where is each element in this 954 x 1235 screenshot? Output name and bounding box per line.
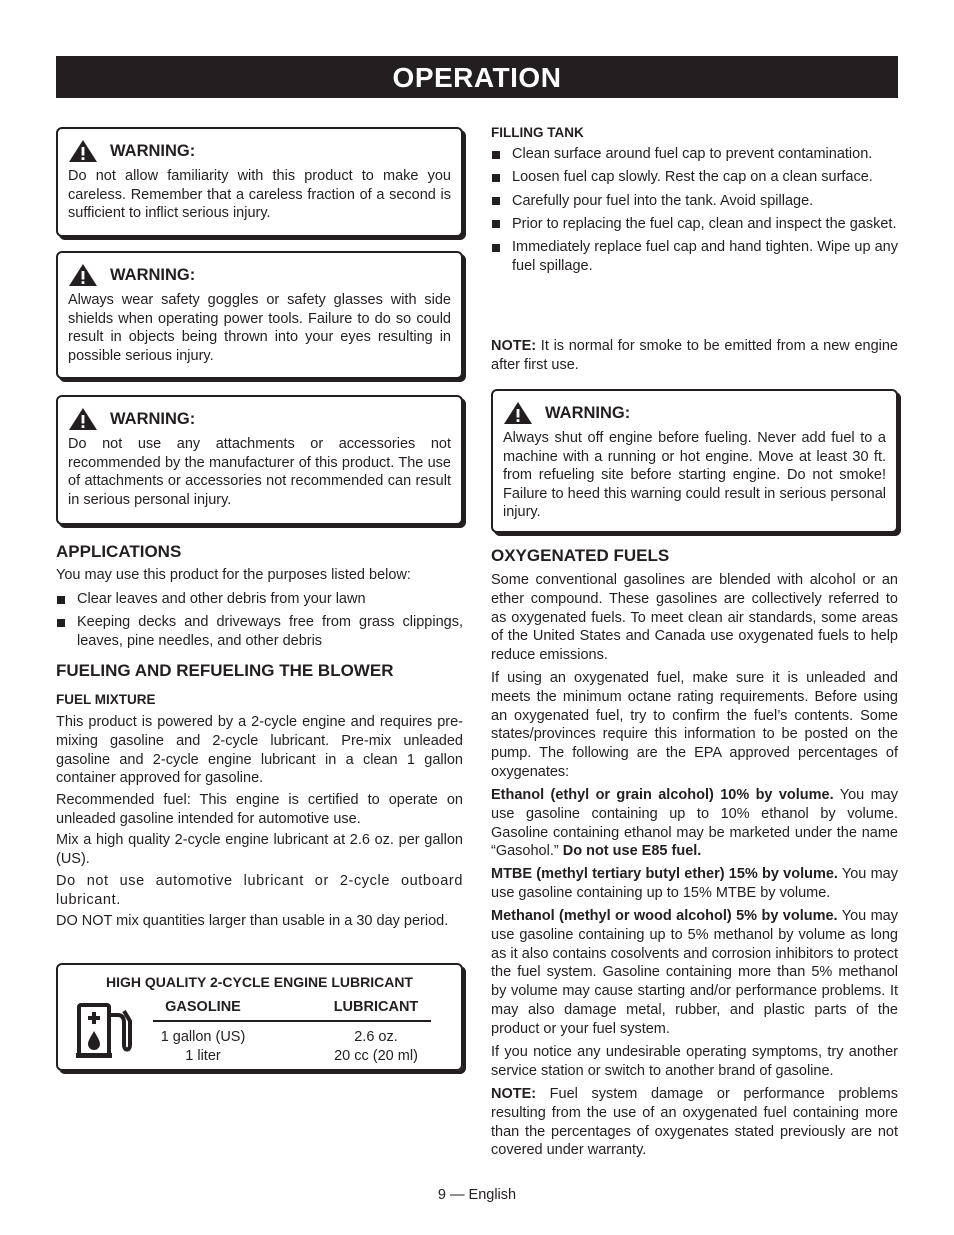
mtbe-paragraph [491, 865, 898, 903]
ethanol-warning: Do not use E85 fuel. [562, 843, 702, 860]
mtbe-heading: MTBE (methyl tertiary butyl ether) 15% by volume. [491, 866, 838, 882]
list-item: Clean surface around fuel cap to prevent contamination. [491, 145, 898, 164]
fuel-paragraph: DO NOT mix quantities larger than usable in a 30 day period. [56, 913, 449, 929]
lubricant-table-box [56, 963, 463, 1071]
applications-list [56, 590, 463, 655]
fuel-pump-icon [76, 1001, 134, 1059]
table-cell: 1 liter [185, 1048, 221, 1064]
column-header-gasoline: GASOLINE [165, 999, 241, 1015]
oxygenated-note [491, 1085, 898, 1160]
fuel-paragraph: Mix a high quality 2-cycle engine lubricant at 2.6 oz. per gallon (US). [56, 832, 463, 867]
ethanol-heading: Ethanol (ethyl or grain alcohol) 10% by volume. [491, 787, 834, 803]
applications-heading: APPLICATIONS [56, 542, 182, 561]
warning-text: Always wear safety goggles or safety glasses with side shields when operating power tools. Failure to do so could result in objects being thrown into your eyes resulting in possible serious injury. [68, 292, 451, 364]
table-cell: 20 cc (20 ml) [334, 1048, 418, 1064]
fuel-paragraph: Do not use automotive lubricant or 2-cycle outboard lubricant. [56, 873, 463, 908]
list-item: Keeping decks and driveways free from grass clippings, leaves, pine needles, and other debris [56, 613, 463, 651]
warning-triangle-icon [68, 139, 98, 163]
warning-triangle-icon [68, 407, 98, 431]
page-number: 9 — English [437, 1187, 517, 1203]
filling-note [491, 337, 898, 375]
warning-title: WARNING: [545, 403, 631, 422]
warning-box-2 [56, 251, 463, 379]
warning-triangle-icon [503, 401, 533, 425]
oxygenated-fuels-heading: OXYGENATED FUELS [491, 546, 670, 565]
table-cell: 1 gallon (US) [160, 1029, 246, 1045]
fueling-heading: FUELING AND REFUELING THE BLOWER [56, 661, 394, 680]
fuel-paragraph: This product is powered by a 2-cycle engine and requires pre-mixing gasoline and 2-cycle lubricant. Pre-mix unleaded gasoline and 2-cycle engine lubricant in a clean 1 gallon container approved for gasoline. [56, 714, 463, 787]
warning-title: WARNING: [110, 265, 196, 284]
methanol-text: You may use gasoline containing up to 5% methanol by volume as long as it also contains cosolvents and corrosion inhibitors to protect the fuel system. Gasoline containing more than 5% methanol by volume may cause starting and/or performance problems. It may also damage metal, rubber, and plastic parts of the product or your fuel system. [491, 908, 898, 1037]
table-row [153, 1047, 431, 1066]
column-header-lubricant: LUBRICANT [333, 999, 419, 1015]
oxygenated-paragraph: If you notice any undesirable operating symptoms, try another service station or switch to another brand of gasoline. [491, 1044, 898, 1079]
methanol-paragraph [491, 907, 898, 1039]
fuel-mixture-heading: FUEL MIXTURE [56, 692, 156, 707]
warning-title: WARNING: [110, 141, 196, 160]
filling-tank-list [491, 145, 898, 280]
note-label: NOTE: [491, 1086, 537, 1102]
table-row [153, 1028, 431, 1047]
warning-box-3 [56, 395, 463, 525]
note-text: It is normal for smoke to be emitted from a new engine after first use. [491, 338, 898, 373]
lubricant-table-title: HIGH QUALITY 2-CYCLE ENGINE LUBRICANT [106, 974, 413, 990]
note-label: NOTE: [491, 338, 537, 354]
ethanol-text: You may use gasoline containing up to 10% ethanol by volume. Gasoline containing ethanol may be marketed under the name “Gasohol.” [491, 787, 898, 860]
list-item: Clear leaves and other debris from your lawn [56, 590, 463, 609]
list-item: Prior to replacing the fuel cap, clean and inspect the gasket. [491, 215, 898, 234]
table-cell: 2.6 oz. [354, 1029, 398, 1045]
filling-tank-heading: FILLING TANK [491, 125, 584, 140]
list-item: Loosen fuel cap slowly. Rest the cap on a clean surface. [491, 168, 898, 187]
warning-text: Do not use any attachments or accessories not recommended by the manufacturer of this product. The use of attachments or accessories not recommended can result in serious personal injury. [68, 436, 451, 508]
methanol-heading: Methanol (methyl or wood alcohol) 5% by volume. [491, 908, 838, 924]
warning-triangle-icon [68, 263, 98, 287]
oxygenated-paragraph: Some conventional gasolines are blended with alcohol or an ether compound. These gasolines are collectively referred to as oxygenated fuels. To meet clean air standards, some areas of the United States and Canada use oxygenated fuels to help reduce emissions. [491, 572, 898, 664]
warning-text: Do not allow familiarity with this product to make you careless. Remember that a careless fraction of a second is sufficient to inflict serious injury. [68, 168, 451, 222]
warning-title: WARNING: [110, 409, 196, 428]
ethanol-paragraph [491, 786, 898, 861]
mtbe-text: You may use gasoline containing up to 15% MTBE by volume. [491, 866, 898, 901]
list-item: Carefully pour fuel into the tank. Avoid spillage. [491, 192, 898, 211]
note-text: Fuel system damage or performance problems resulting from the use of an oxygenated fuel containing more than the percentages of oxygenates stated previously are not covered under warranty. [491, 1086, 898, 1159]
oxygenated-paragraph: If using an oxygenated fuel, make sure it is unleaded and meets the minimum octane rating requirements. Before using an oxygenated fuel, try to confirm the fuel’s contents. Some states/provinces require this information to be posted on the pump. The following are the EPA approved percentages of oxygenates: [491, 670, 898, 780]
list-item: Immediately replace fuel cap and hand tighten. Wipe up any fuel spillage. [491, 238, 898, 276]
warning-box-1 [56, 127, 463, 237]
warning-box-4 [491, 389, 898, 533]
warning-text: Always shut off engine before fueling. Never add fuel to a machine with a running or hot engine. Move at least 30 ft. from refueling site before starting engine. Do not smoke! Failure to heed this warning could result in serious personal injury. [503, 430, 886, 521]
page-title: OPERATION [56, 56, 898, 98]
fuel-paragraph: Recommended fuel: This engine is certified to operate on unleaded gasoline intended for automotive use. [56, 792, 463, 827]
lubricant-table [153, 998, 431, 1066]
applications-intro: You may use this product for the purposes listed below: [56, 567, 411, 583]
table-header [153, 998, 431, 1022]
